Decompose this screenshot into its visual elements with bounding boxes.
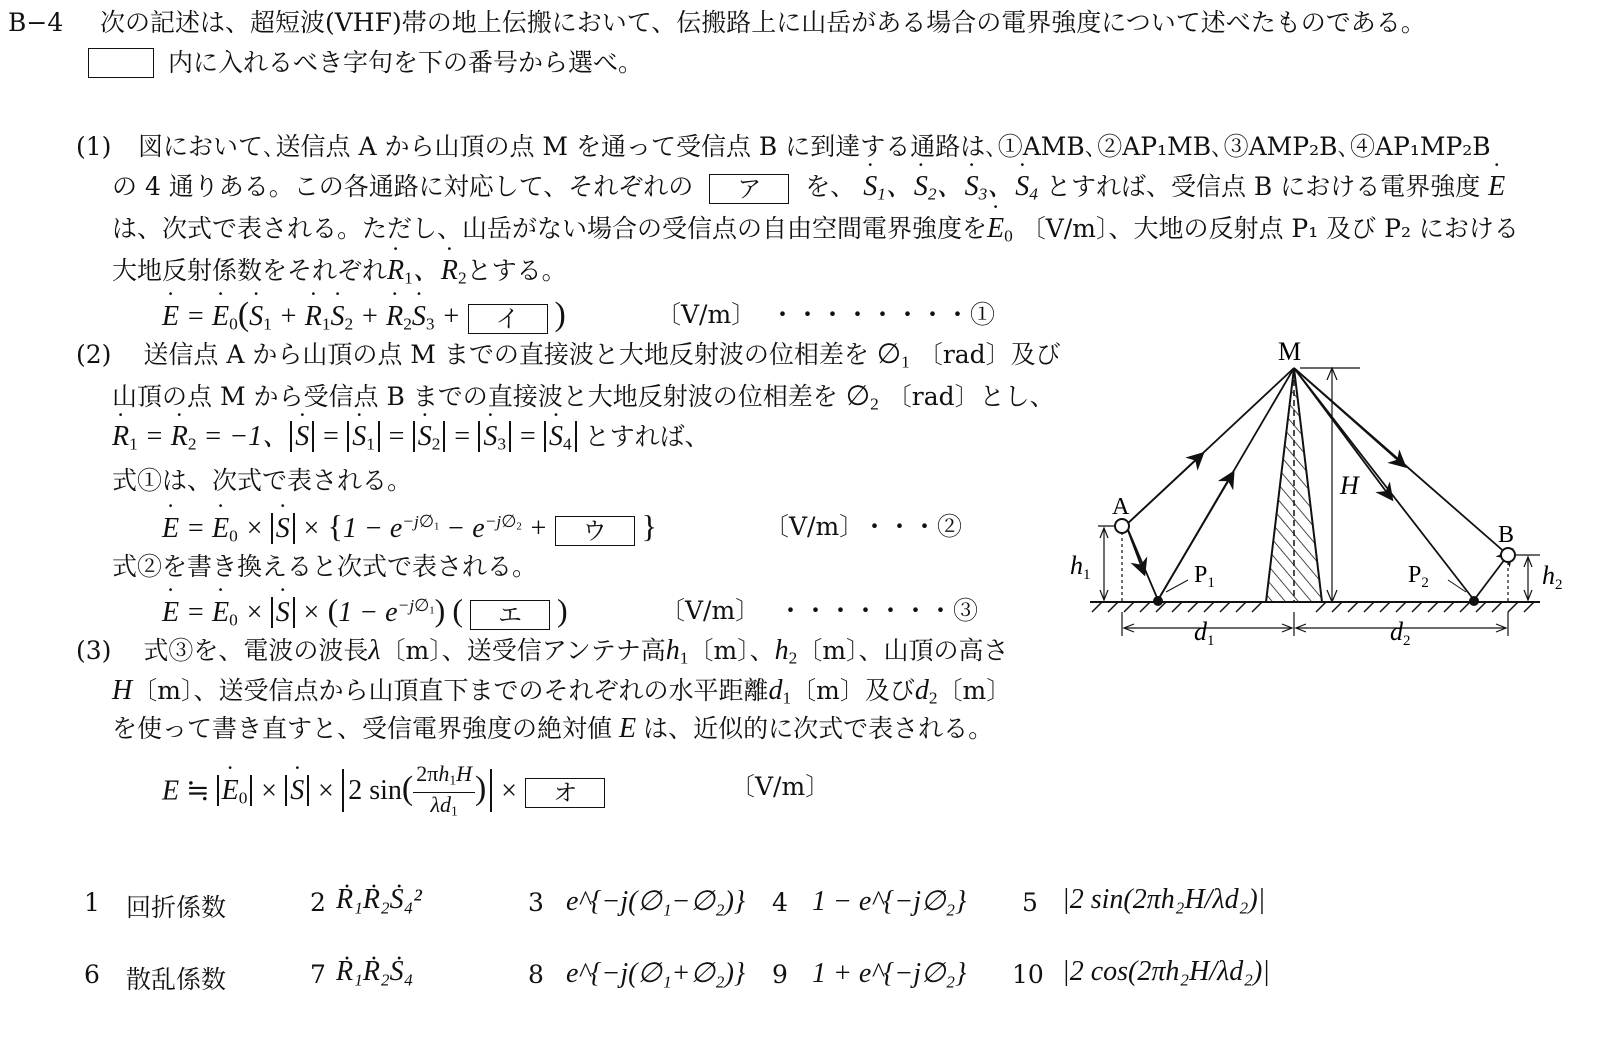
s2-line1-b: 〔rad〕及び	[917, 340, 1061, 369]
point-P2	[1469, 596, 1479, 606]
ray-P2-B	[1474, 555, 1508, 600]
s3-line3-a: を使って書き直すと、受信電界強度の絶対値	[112, 714, 613, 743]
s2-line2-b: 〔rad〕とし、	[886, 382, 1055, 411]
eq3-unit: 〔V/m〕	[660, 596, 761, 625]
option-10-text: |2 cos(2πh₂H/λd₂)|	[1062, 956, 1270, 987]
option-9-num: 9	[772, 960, 788, 989]
blank-legend-box	[88, 48, 154, 78]
equation-2: E ˙ = E $˙_0 \times S$ ˙ × {$1 - e^{-j\emptyset_1} - e^{-j\emptyset_2}$ + ウ }	[162, 508, 657, 546]
eq2-unit: 〔V/m〕	[764, 512, 865, 541]
s1-line4-b: とする。	[466, 256, 567, 285]
blank-e	[470, 600, 550, 630]
d1-symbol: $d_1$	[768, 675, 792, 708]
option-10-num: 10	[1012, 960, 1044, 989]
equation-1: E ˙ = E $˙_0(S$ $˙_1 + R$ $˙_1S$ $˙_2 + R$ $˙_2S$ $˙_3$ + イ )	[162, 296, 566, 334]
point-B	[1501, 548, 1515, 562]
s1-line2-c: とすれば、受信点 B における電界強度	[1045, 172, 1481, 201]
E-symbol: E	[612, 713, 644, 744]
label-P2: $P_2$	[1408, 562, 1429, 591]
section-2-line-3	[112, 422, 710, 459]
blank-i-label: イ	[495, 304, 520, 333]
option-4-text: 1 − e^{−j∅₂}	[812, 886, 967, 917]
s1-line3-a: は、次式で表される。ただし、山岳がない場合の受信点の自由空間電界強度を	[112, 214, 988, 243]
intro-line-1: 次の記述は、超短波(VHF)帯の地上伝搬において、伝搬路上に山岳がある場合の電界強度について述べたものである。	[100, 8, 1426, 37]
section-3-line-3	[112, 714, 993, 744]
section-1-line-2	[112, 172, 1505, 209]
equation-3: E ˙ = E $˙_0 \times S$ ˙ × $(1 - e^{-j\emptyset_1})$ ( エ )	[162, 592, 568, 630]
label-d2: d2	[1390, 617, 1411, 649]
label-h2: h2	[1542, 561, 1563, 593]
ray-A-M-arrow	[1126, 458, 1198, 525]
ray-M-B-arrow	[1294, 368, 1400, 462]
point-P1	[1153, 596, 1163, 606]
point-A	[1115, 519, 1129, 533]
option-3-num: 3	[528, 888, 544, 917]
H-symbol: H	[112, 675, 133, 706]
s-symbols: S $˙_1$、S $˙_2$、S $˙_3$、S $˙_4$	[863, 171, 1038, 202]
section-3-line-2	[112, 676, 1011, 713]
h2-symbol: $h_2$	[774, 635, 798, 668]
phi2-symbol: $\emptyset_2$	[845, 381, 879, 414]
section-1-line-1: 図において､送信点 A から山頂の点 M を通って受信点 B に到達する通路は､①AMB､②AP₁MB､③AMP₂B､④AP₁MP₂B	[138, 132, 1491, 161]
s1-line2-b: を、	[805, 172, 856, 201]
label-B: B	[1498, 522, 1515, 548]
s2-line3-b: とすれば、	[584, 422, 710, 451]
s1-line2-a: の 4 通りある。この各通路に対応して、それぞれの	[112, 172, 694, 201]
blank-i	[468, 304, 548, 334]
mountain-propagation-figure	[1070, 330, 1610, 660]
section-3-line-1	[76, 636, 1009, 673]
eq1-unit: 〔V/m〕	[656, 300, 757, 329]
blank-e-label: エ	[497, 600, 522, 629]
d2-symbol: $d_2$	[914, 675, 938, 708]
e0-symbol: E $˙_0$	[987, 213, 1013, 244]
s3-line2-b: 〔m〕及び	[791, 676, 915, 705]
blank-o-label: オ	[553, 778, 578, 807]
section-1-label: (1)	[76, 132, 112, 161]
option-5-text: |2 sin(2πh₂H/λd₂)|	[1062, 884, 1266, 915]
option-2-num: 2	[310, 888, 326, 917]
s3-line3-b: は、近似的に次式で表される。	[643, 714, 994, 743]
option-8-text: e^{−j(∅₁+∅₂)}	[566, 958, 746, 989]
option-6-num: 6	[84, 960, 100, 989]
section-2-line-1	[76, 340, 1061, 377]
section-3-label: (3)	[76, 636, 112, 665]
option-3-text: e^{−j(∅₁−∅₂)}	[566, 886, 746, 917]
option-8-num: 8	[528, 960, 544, 989]
r-conditions: R $˙_1 = R$ $˙_2 = -1$、 S ˙ = S $˙_1 = S$ $˙_2 = S$ $˙_3 = S$ $˙_4$	[112, 421, 577, 452]
eq1-dots: ・・・・・・・・①	[770, 300, 996, 329]
label-P1: $P_1$	[1194, 562, 1215, 591]
option-5-num: 5	[1022, 888, 1038, 917]
lambda-symbol: λ	[368, 635, 381, 666]
r-symbols: R $˙_1$、R $˙_2$	[387, 255, 467, 286]
s3-line1-d: 〔m〕、山頂の高さ	[797, 636, 1009, 665]
label-M: M	[1278, 337, 1302, 366]
blank-u-label: ウ	[582, 516, 607, 545]
section-2-line-4: 式①は、次式で表される。	[112, 466, 413, 495]
s1-line3-b: 〔V/m〕、大地の反射点 P₁ 及び P₂ における	[1020, 214, 1519, 243]
option-4-num: 4	[772, 888, 788, 917]
s1-line4-a: 大地反射係数をそれぞれ	[112, 256, 388, 285]
s3-line2-c: 〔m〕	[937, 676, 1012, 705]
e-dot-symbol: E ˙	[1488, 171, 1505, 202]
h1-symbol: $h_1$	[665, 635, 689, 668]
s2-line2-a: 山頂の点 M から受信点 B までの直接波と大地反射波の位相差を	[112, 382, 838, 411]
s3-line1-a: 式③を、電波の波長	[143, 636, 369, 665]
blank-a-label: ア	[737, 174, 762, 203]
s2-line1-a: 送信点 A から山頂の点 M までの直接波と大地反射波の位相差を	[143, 340, 869, 369]
section-2-line-2	[112, 382, 1055, 419]
eq3-dots: ・・・・・・・③	[778, 596, 979, 625]
option-7-text: Ṙ₁Ṙ₂Ṡ₄	[336, 956, 414, 987]
option-7-num: 7	[310, 960, 326, 989]
blank-o	[525, 778, 605, 808]
eq4-unit: 〔V/m〕	[730, 772, 831, 801]
option-1-text: 回折係数	[126, 893, 227, 922]
label-A: A	[1112, 494, 1130, 520]
equation-4: E ≒ E $˙_0 \times S$ ˙ × 2 sin( $\frac{2\pi h_1H}{\lambda d_1}$ ) × オ	[162, 762, 605, 824]
phi1-symbol: $\emptyset_1$	[876, 339, 910, 372]
option-1-num: 1	[84, 888, 100, 917]
intro-line-2: 内に入れるべき字句を下の番号から選べ。	[168, 48, 644, 77]
section-2-label: (2)	[76, 340, 112, 369]
option-6-text: 散乱係数	[126, 965, 227, 994]
blank-a	[709, 174, 789, 204]
label-H: H	[1340, 471, 1359, 500]
section-1-line-3	[112, 214, 1519, 251]
option-2-text: Ṙ₁Ṙ₂Ṡ₄²	[336, 884, 422, 915]
s3-line1-c: 〔m〕、	[688, 636, 775, 665]
blank-u	[555, 516, 635, 546]
problem-id: B−4	[8, 8, 64, 37]
section-2-line-5: 式②を書き換えると次式で表される。	[112, 552, 538, 581]
ray-A-P1-arrow	[1126, 525, 1142, 568]
option-9-text: 1 + e^{−j∅₂}	[812, 958, 967, 989]
label-d1: d1	[1194, 617, 1215, 649]
s3-line2-a: 〔m〕、送受信点から山頂直下までのそれぞれの水平距離	[132, 676, 769, 705]
eq2-dots: ・・・②	[862, 512, 963, 541]
label-h1: h1	[1070, 551, 1091, 583]
s3-line1-b: 〔m〕、送受信アンテナ高	[380, 636, 666, 665]
